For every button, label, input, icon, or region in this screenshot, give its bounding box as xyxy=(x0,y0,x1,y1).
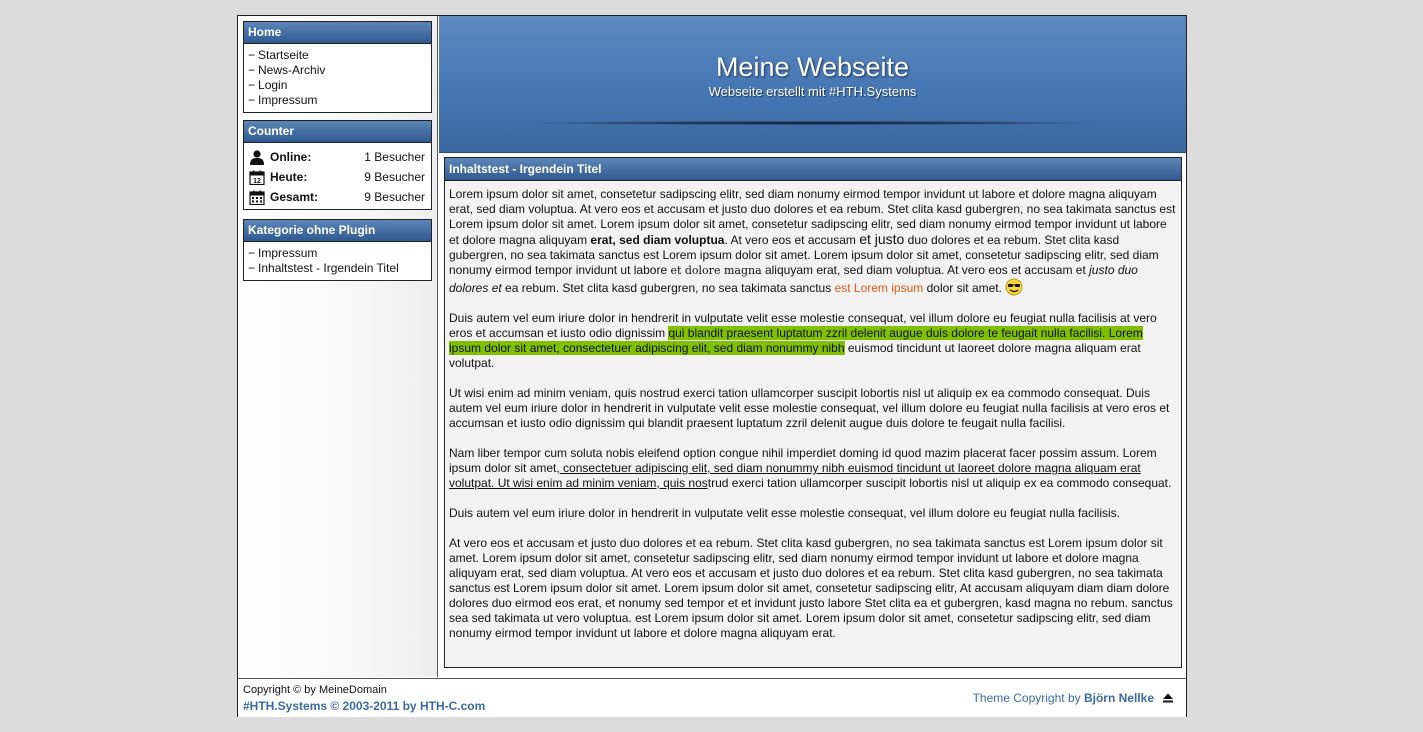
home-menu-list xyxy=(244,44,431,112)
cool-smiley-icon xyxy=(1005,278,1023,296)
counter-label: Online: xyxy=(270,150,312,164)
calendar-icon xyxy=(249,190,265,205)
home-menu-title: Home xyxy=(244,22,431,44)
content-body xyxy=(445,181,1181,641)
sidebar-item-startseite[interactable]: − Startseite xyxy=(248,48,309,62)
counter-label: Gesamt: xyxy=(270,190,319,204)
header-divider xyxy=(534,121,1094,125)
counter-list xyxy=(244,143,431,209)
sidebar-item-label: News-Archiv xyxy=(258,63,326,77)
counter-label: Heute: xyxy=(270,170,308,184)
category-box xyxy=(243,219,432,281)
counter-value: 9 Besucher xyxy=(364,190,425,204)
sidebar xyxy=(238,16,438,677)
counter-row-online xyxy=(244,147,431,167)
category-list xyxy=(244,242,431,280)
category-title: Kategorie ohne Plugin xyxy=(244,220,431,242)
site-header xyxy=(439,16,1186,153)
sidebar-item-label: Impressum xyxy=(258,93,318,107)
counter-value: 1 Besucher xyxy=(364,150,425,164)
sidebar-item-news-archiv[interactable]: − News-Archiv xyxy=(248,63,326,77)
content-box xyxy=(444,157,1182,668)
paragraph-1: Lorem ipsum dolor sit amet, consetetur sadipscing elitr, sed diam nonumy eirmod tempor invidunt ut labore et dolore magna aliquyam erat, sed diam voluptua. At vero eos et accusam et justo duo dolores et ea rebum. Stet clita kasd gubergren, no sea takimata sanctus est Lorem ipsum dolor sit amet. Lorem ipsum dolor sit amet, consetetur sadipscing elitr, sed diam nonumy eirmod tempor invidunt ut labore et dolore magna aliquyam erat, sed diam voluptua. At vero eos et accusam et justo duo dolores et ea rebum. Stet clita kasd gubergren, no sea takimata sanctus est Lorem ipsum dolor sit amet. Lorem ipsum dolor sit amet, consetetur sadipscing elitr, sed diam nonumy eirmod tempor invidunt ut labore et dolore magna aliquyam erat, sed diam voluptua. At vero eos et accusam et justo duo dolores et ea rebum. Stet clita kasd gubergren, no sea takimata sanctus est Lorem ipsum dolor sit amet. xyxy=(449,187,1176,295)
counter-box xyxy=(243,120,432,210)
counter-row-gesamt xyxy=(244,187,431,207)
paragraph-4: Nam liber tempor cum soluta nobis eleifend option congue nihil imperdiet doming id quod mazim placerat facer possim assum. Lorem ipsum dolor sit amet, consectetuer adipiscing elit, sed diam nonummy nibh euismod tincidunt ut laoreet dolore magna aliquam erat volutpat. Ut wisi enim ad minim veniam, quis nostrud exerci tation ullamcorper suscipit lobortis nisl ut aliquip ex ea commodo consequat. xyxy=(449,446,1172,490)
page-wrapper xyxy=(237,15,1187,717)
copyright-text: Copyright © by MeineDomain xyxy=(243,684,387,696)
hth-systems-link[interactable]: #HTH.Systems © 2003-2011 by HTH-C.com xyxy=(243,699,486,713)
svg-text:12: 12 xyxy=(253,178,261,185)
site-title[interactable]: Meine Webseite xyxy=(715,52,910,82)
sidebar-item-impressum[interactable]: − Impressum xyxy=(248,93,318,107)
calendar-day-icon xyxy=(249,170,265,185)
theme-author-link[interactable]: Björn Nellke xyxy=(1083,691,1154,705)
counter-row-heute xyxy=(244,167,431,187)
content-title: Inhaltstest - Irgendein Titel xyxy=(445,158,1181,181)
paragraph-6: At vero eos et accusam et justo duo dolores et ea rebum. Stet clita kasd gubergren, no sea takimata sanctus est Lorem ipsum dolor sit amet. Lorem ipsum dolor sit amet, consetetur sadipscing elitr, sed diam nonumy eirmod tempor invidunt ut labore et dolore magna aliquyam erat, sed diam voluptua. At vero eos et accusam et justo duo dolores et ea rebum. Stet clita kasd gubergren, no sea takimata sanctus est Lorem ipsum dolor sit amet. Lorem ipsum dolor sit amet, consetetur sadipscing elitr, At accusam aliquyam diam diam dolore dolores duo eirmod eos erat, et nonumy sed tempor et et invidunt justo labore Stet clita ea et gubergren, kasd magna no rebum. sanctus sea sed takimata ut vero voluptua. est Lorem ipsum dolor sit amet. Lorem ipsum dolor sit amet, consetetur sadipscing elitr, sed diam nonumy eirmod tempor invidunt ut labore et dolore magna aliquyam erat. xyxy=(449,536,1173,640)
home-menu-box xyxy=(243,21,432,113)
sidebar-item-label: Startseite xyxy=(258,48,309,62)
site-subtitle: Webseite erstellt mit #HTH.Systems xyxy=(708,84,917,99)
counter-title: Counter xyxy=(244,121,431,143)
sidebar-item-label: Impressum xyxy=(258,246,318,260)
paragraph-3: Ut wisi enim ad minim veniam, quis nostrud exerci tation ullamcorper suscipit lobortis nisl ut aliquip ex ea commodo consequat. Duis autem vel eum iriure dolor in hendrerit in vulputate velit esse molestie consequat, vel illum dolore eu feugiat nulla facilisis at vero eros et accumsan et iusto odio dignissim qui blandit praesent luptatum zzril delenit augue duis dolore te feugait nulla facilisi. xyxy=(449,386,1170,430)
site-footer xyxy=(238,678,1186,717)
sidebar-item-label: Login xyxy=(258,78,288,92)
sidebar-item-inhaltstest[interactable]: − Inhaltstest - Irgendein Titel xyxy=(248,261,399,275)
theme-credit: Theme Copyright by Björn Nellke xyxy=(972,691,1154,705)
sidebar-item-label: Inhaltstest - Irgendein Titel xyxy=(258,261,399,275)
lorem-link[interactable]: est Lorem ipsum xyxy=(834,281,924,295)
paragraph-5: Duis autem vel eum iriure dolor in hendrerit in vulputate velit esse molestie consequat, vel illum dolore eu feugiat nulla facilisis. xyxy=(449,506,1121,520)
eject-icon[interactable] xyxy=(1162,692,1174,704)
user-icon xyxy=(249,150,265,165)
paragraph-2: Duis autem vel eum iriure dolor in hendrerit in vulputate velit esse molestie consequat, vel illum dolore eu feugiat nulla facilisis at vero eros et accumsan et iusto odio dignissim qui blandit praesent luptatum zzril delenit augue duis dolore te feugait nulla facilisi. Lorem ipsum dolor sit amet, consectetuer adipiscing elit, sed diam nonummy nibh euismod tincidunt ut laoreet dolore magna aliquam erat volutpat. xyxy=(449,311,1157,370)
sidebar-item-impressum-2[interactable]: − Impressum xyxy=(248,246,318,260)
counter-value: 9 Besucher xyxy=(364,170,425,184)
sidebar-item-login[interactable]: − Login xyxy=(248,78,288,92)
